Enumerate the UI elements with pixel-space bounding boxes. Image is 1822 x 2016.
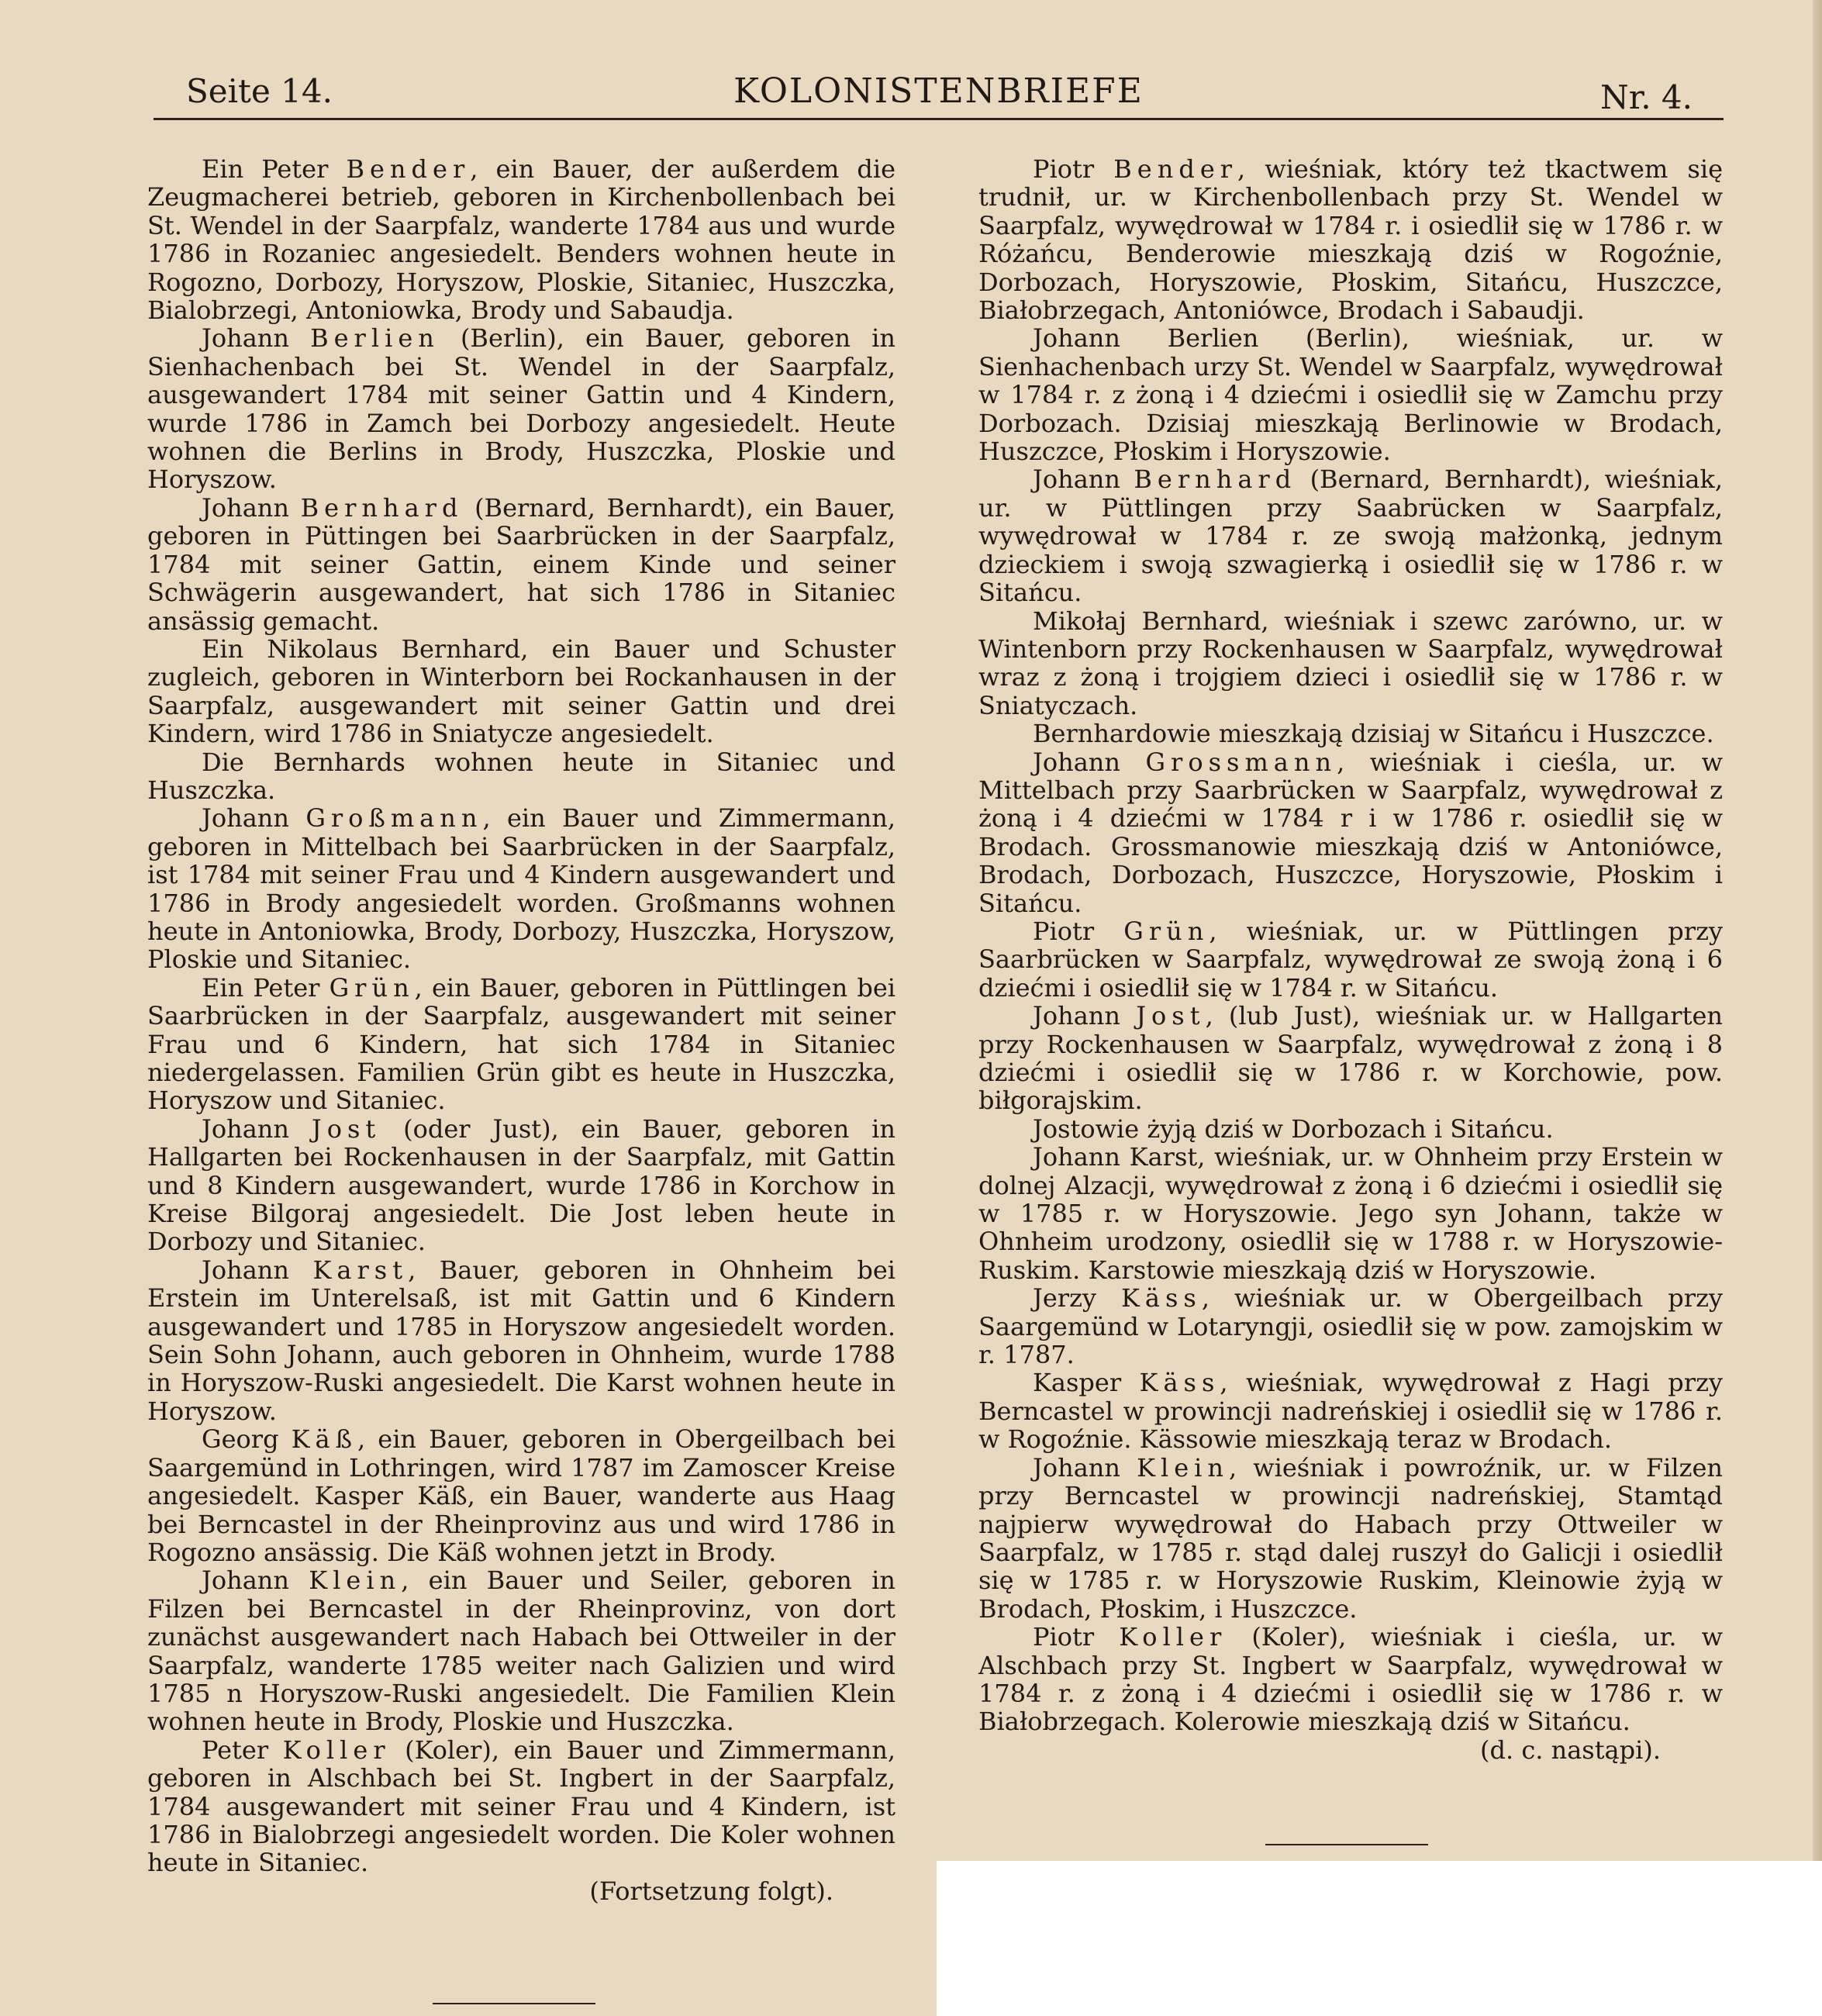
surname: Großmann [305,803,483,834]
paragraph-text: Ein Nikolaus Bernhard, ein Bauer und Schuster zugleich, geboren in Winterborn bei Rockanhausen in der Saarpfalz, ausgewandert mit seiner Gattin und drei Kindern, wird 1786 in Sniatycze angesiedelt. [147,633,895,749]
paragraph [978,1369,1723,1453]
paragraph [978,1143,1723,1284]
paragraph-text: Johann [202,1255,313,1285]
paragraph [978,917,1723,1002]
paragraph-text: , ein Bauer, der außerdem die Zeugmacherei betrieb, geboren in Kirchenbollenbach bei St. Wendel in der Saarpfalz, wanderte 1784 aus und wurde 1786 in Rozaniec angesiedelt. Benders wohnen heute in Rogozno, Dorbozy, Horyszow, Ploskie, Sitaniec, Huszczka, Bialobrzegi, Antoniowka, Brody und Sabaudja. [147,154,896,326]
surname: Grün [1123,916,1209,946]
german-column [147,155,895,1905]
paragraph-text: Mikołaj Bernhard, wieśniak i szewc zarówno, ur. w Wintenborn przy Rockenhausen w Saarpfalz, wywędrował wraz z żoną i trojgiem dzieci i osiedlił się w 1786 r. w Sniatyczach. [978,606,1723,720]
page-number: Seite 14. [186,72,333,110]
surname: Bender [346,154,471,184]
paragraph [147,748,895,805]
paragraph-text: Piotr [1033,916,1124,946]
paragraph-text: Jerzy [1033,1283,1122,1314]
surname: Jost [311,1113,381,1144]
surname: Grossmann [1145,747,1337,777]
surname: Bernhard [1134,464,1297,495]
blank-margin [937,1861,1822,2016]
paragraph-text: , wieśniak i powroźnik, ur. w Filzen przy Berncastel w prowincji nadreńskiej, Stamtąd najpierw wywędrował do Habach przy Ottweiler w Saarpfalz, w 1785 r. stąd dalej ruszył do Galicji i osiedlił się w 1785 r. w Horyszowie Ruskim, Kleinowie żyją w Brodach, Płoskim, i Huszczce. [978,1452,1724,1624]
surname: Jost [1136,1001,1206,1031]
continuation-note: (d. c. nastąpi). [1480,1735,1661,1765]
paragraph-text: Piotr [1033,154,1114,184]
paragraph [978,1002,1723,1115]
paragraph [978,324,1723,465]
paragraph [978,748,1723,917]
paragraph-text: , (lub Just), wieśniak ur. w Hallgarten przy Rockenhausen w Saarpfalz, wywędrował z żoną i 8 dziećmi i osiedlił się w 1786 r. w Korchowie, pow. biłgorajskim. [978,1001,1724,1116]
paragraph-text: Peter [202,1735,283,1765]
paragraph [147,1115,895,1256]
paragraph-text: Bernhardowie mieszkają dzisiaj w Sitańcu i Huszczce. [1033,719,1714,749]
paragraph [147,155,895,324]
surname: Käss [1139,1368,1220,1398]
surname: Klein [309,1566,402,1596]
paragraph-text: Johann [202,492,301,523]
paragraph-text: (oder Just), ein Bauer, geboren in Hallgarten bei Rockenhausen in der Saarpfalz, mit Gattin und 8 Kindern ausgewandert, wurde 1786 in Korchow in Kreise Bilgoraj angesiedelt. Die Jost leben heute in Dorbozy und Sitaniec. [147,1113,896,1257]
paragraph-text: , wieśniak i cieśla, ur. w Mittelbach przy Saarbrücken w Saarpfalz, wywędrował z żoną i 4 dziećmi w 1784 r i w 1786 r. osiedlił się w Brodach. Grossmanowie mieszkają dziś w Antoniówce, Brodach, Dorbozach, Huszczce, Horyszowie, Płoskim i Sitańcu. [978,747,1724,918]
paragraph [978,155,1723,324]
paragraph-text: Johann Berlien (Berlin), wieśniak, ur. w Sienhachenbach urzy St. Wendel w Saarpfalz, wywędrował w 1784 r. z żoną i 4 dziećmi i osiedlił się w Zamchu przy Dorbozach. Dzisiaj mieszkają Berlinowie w Brodach, Huszczce, Płoskim i Horyszowie. [978,323,1723,467]
paragraph-text: Johann [202,1566,309,1596]
paragraph-text: (Bernard, Bernhardt), ein Bauer, geboren in Püttingen bei Saarbrücken in der Saarpfalz, 1784 mit seiner Gattin, einem Kinde und seiner Schwägerin ausgewandert, hat sich 1786 in Sitaniec ansässig gemacht. [147,492,896,636]
paragraph-text: , ein Bauer, geboren in Püttlingen bei Saarbrücken in der Saarpfalz, ausgewandert mit seiner Frau und 6 Kindern, hat sich 1784 in Sitaniec niedergelassen. Familien Grün gibt es heute in Huszczka, Horyszow und Sitaniec. [147,972,895,1116]
paragraph [147,324,895,493]
paragraph-text: , Bauer, geboren in Ohnheim bei Erstein im Unterelsaß, ist mit Gattin und 6 Kindern ausgewandert und 1785 in Horyszow angesiedelt worden. Sein Sohn Johann, auch geboren in Ohnheim, wurde 1788 in Horyszow-Ruski angesiedelt. Die Karst wohnen heute in Horyszow. [147,1255,896,1426]
paragraph [978,607,1723,720]
surname: Klein [1137,1452,1229,1483]
paragraph-text: (Koler), ein Bauer und Zimmermann, geboren in Alschbach bei St. Ingbert in der Saarpfalz, 1784 ausgewandert mit seiner Frau und 4 Kindern, ist 1786 in Bialobrzegi angesiedelt worden. Die Koler wohnen heute in Sitaniec. [147,1735,895,1878]
paragraph-text: Johann [202,323,311,354]
paragraph [147,1566,895,1735]
paragraph [978,1284,1723,1369]
paragraph [147,974,895,1115]
header-rule [154,118,1724,120]
paragraph [978,1454,1723,1623]
paragraph-text: Kasper [1033,1368,1140,1398]
surname: Grün [329,972,415,1003]
paragraph-text: , ein Bauer, geboren in Obergeilbach bei Saargemünd in Lothringen, wird 1787 im Zamoscer Kreise angesiedelt. Kasper Käß, ein Bauer, wanderte aus Haag bei Berncastel in der Rheinprovinz aus und wird 1786 in Rogozno ansässig. Die Käß wohnen jetzt in Brody. [147,1424,896,1567]
paragraph [978,465,1723,606]
paragraph-text: Johann [202,803,306,834]
paragraph-text: Jostowie żyją dziś w Dorbozach i Sitańcu. [1033,1113,1554,1144]
surname: Koller [282,1735,391,1765]
paragraph-text: Johann [1033,464,1134,495]
surname: Berlien [310,323,440,354]
paragraph-text: Johann [202,1113,312,1144]
german-end-rule [433,2003,595,2004]
paragraph [147,1425,895,1566]
paragraph [147,1256,895,1425]
paragraph-text: , ein Bauer und Zimmermann, geboren in Mittelbach bei Saarbrücken in der Saarpfalz, ist 1784 mit seiner Frau und 4 Kindern ausgewandert und 1786 in Brody angesiedelt worden. Großmanns wohnen heute in Antoniowka, Brody, Dorbozy, Huszczka, Horyszow, Ploskie und Sitaniec. [147,803,895,975]
issue-number: Nr. 4. [1600,78,1693,116]
paragraph-text: Johann Karst, wieśniak, ur. w Ohnheim przy Erstein w dolnej Alzacji, wywędrował z żoną i 6 dziećmi i osiedlił się w 1785 r. w Horyszowie. Jego syn Johann, także w Ohnheim urodzony, osiedlił się w 1788 r. w Horyszowie-Ruskim. Karstowie mieszkają dziś w Horyszowie. [978,1142,1723,1285]
paragraph [978,1623,1723,1736]
surname: Bernhard [300,492,464,523]
polish-end-rule [1265,1844,1428,1845]
continuation-note: (Fortsetzung folgt). [589,1876,833,1906]
paragraph-text: Die Bernhards wohnen heute in Sitaniec und Huszczka. [147,747,895,805]
paragraph-text: (Bernard, Bernhardt), wieśniak, ur. w Püttlingen przy Saabrücken w Saarpfalz, wywędrował w 1784 r. ze swoją małżonką, jednym dzieckiem i swoją szwagierką i osiedlił się w 1786 r. w Sitańcu. [978,464,1724,608]
surname: Käss [1121,1283,1202,1314]
paragraph-text: Georg [202,1424,292,1455]
paragraph [978,1115,1723,1143]
paragraph-text: Ein Peter [202,972,330,1003]
paragraph-text: Johann [1033,1452,1137,1483]
paragraph-text: Ein Peter [202,154,347,184]
paragraph [978,720,1723,747]
paragraph-text: Johann [1033,1001,1137,1031]
page-header [154,68,1724,119]
scan-edge [1813,0,1822,1861]
paragraph [147,494,895,635]
paragraph-text: , ein Bauer und Seiler, geboren in Filzen bei Berncastel in der Rheinprovinz, von dort zunächst ausgewandert nach Habach bei Ottweiler in der Saarpfalz, wanderte 1785 weiter nach Galizien und wird 1785 n Horyszow-Ruski angesiedelt. Die Familien Klein wohnen heute in Brody, Ploskie und Huszczka. [147,1566,896,1737]
surname: Karst [312,1255,409,1285]
surname: Bender [1113,154,1238,184]
paragraph [147,1736,895,1877]
paragraph-text: Johann [1033,747,1146,777]
surname: Käß [291,1424,357,1455]
paragraph-text: (Berlin), ein Bauer, geboren in Sienhachenbach bei St. Wendel in der Saarpfalz, ausgewandert 1784 mit seiner Gattin und 4 Kindern, wurde 1786 in Zamch bei Dorbozy angesiedelt. Heute wohnen die Berlins in Brody, Huszczka, Ploskie und Horyszow. [147,323,896,495]
polish-column [978,155,1723,1764]
surname: Koller [1119,1622,1227,1652]
paragraph-text: (Koler), wieśniak i cieśla, ur. w Alschbach przy St. Ingbert w Saarpfalz, wywędrował w 1784 r. z żoną i 4 dziećmi i osiedlił się w 1786 r. w Białobrzegach. Kolerowie mieszkają dziś w Sitańcu. [978,1622,1724,1737]
paragraph-text: Piotr [1033,1622,1120,1652]
paragraph-text: , wieśniak, który też tkactwem się trudnił, ur. w Kirchenbollenbach przy St. Wendel w Saarpfalz, wywędrował w 1784 r. i osiedlił się w 1786 r. w Różańcu, Benderowie mieszkają dziś w Rogoźnie, Dorbozach, Horyszowie, Płoskim, Sitańcu, Huszczce, Białobrzegach, Antoniówce, Brodach i Sabaudji. [978,154,1723,326]
paragraph [147,804,895,973]
paragraph-text: , wieśniak, ur. w Püttlingen przy Saarbrücken w Saarpfalz, wywędrował ze swoją żoną i 6 dziećmi i osiedlił się w 1784 r. w Sitańcu. [978,916,1724,1003]
paragraph [147,635,895,748]
paragraph-text: , wieśniak, wywędrował z Hagi przy Berncastel w prowincji nadreńskiej i osiedlił się w 1786 r. w Rogoźnie. Kässowie mieszkają teraz w Brodach. [978,1368,1723,1455]
publication-title: KOLONISTENBRIEFE [733,71,1144,111]
paragraph-text: , wieśniak ur. w Obergeilbach przy Saargemünd w Lotaryngji, osiedlił się w pow. zamojskim w r. 1787. [978,1283,1723,1370]
